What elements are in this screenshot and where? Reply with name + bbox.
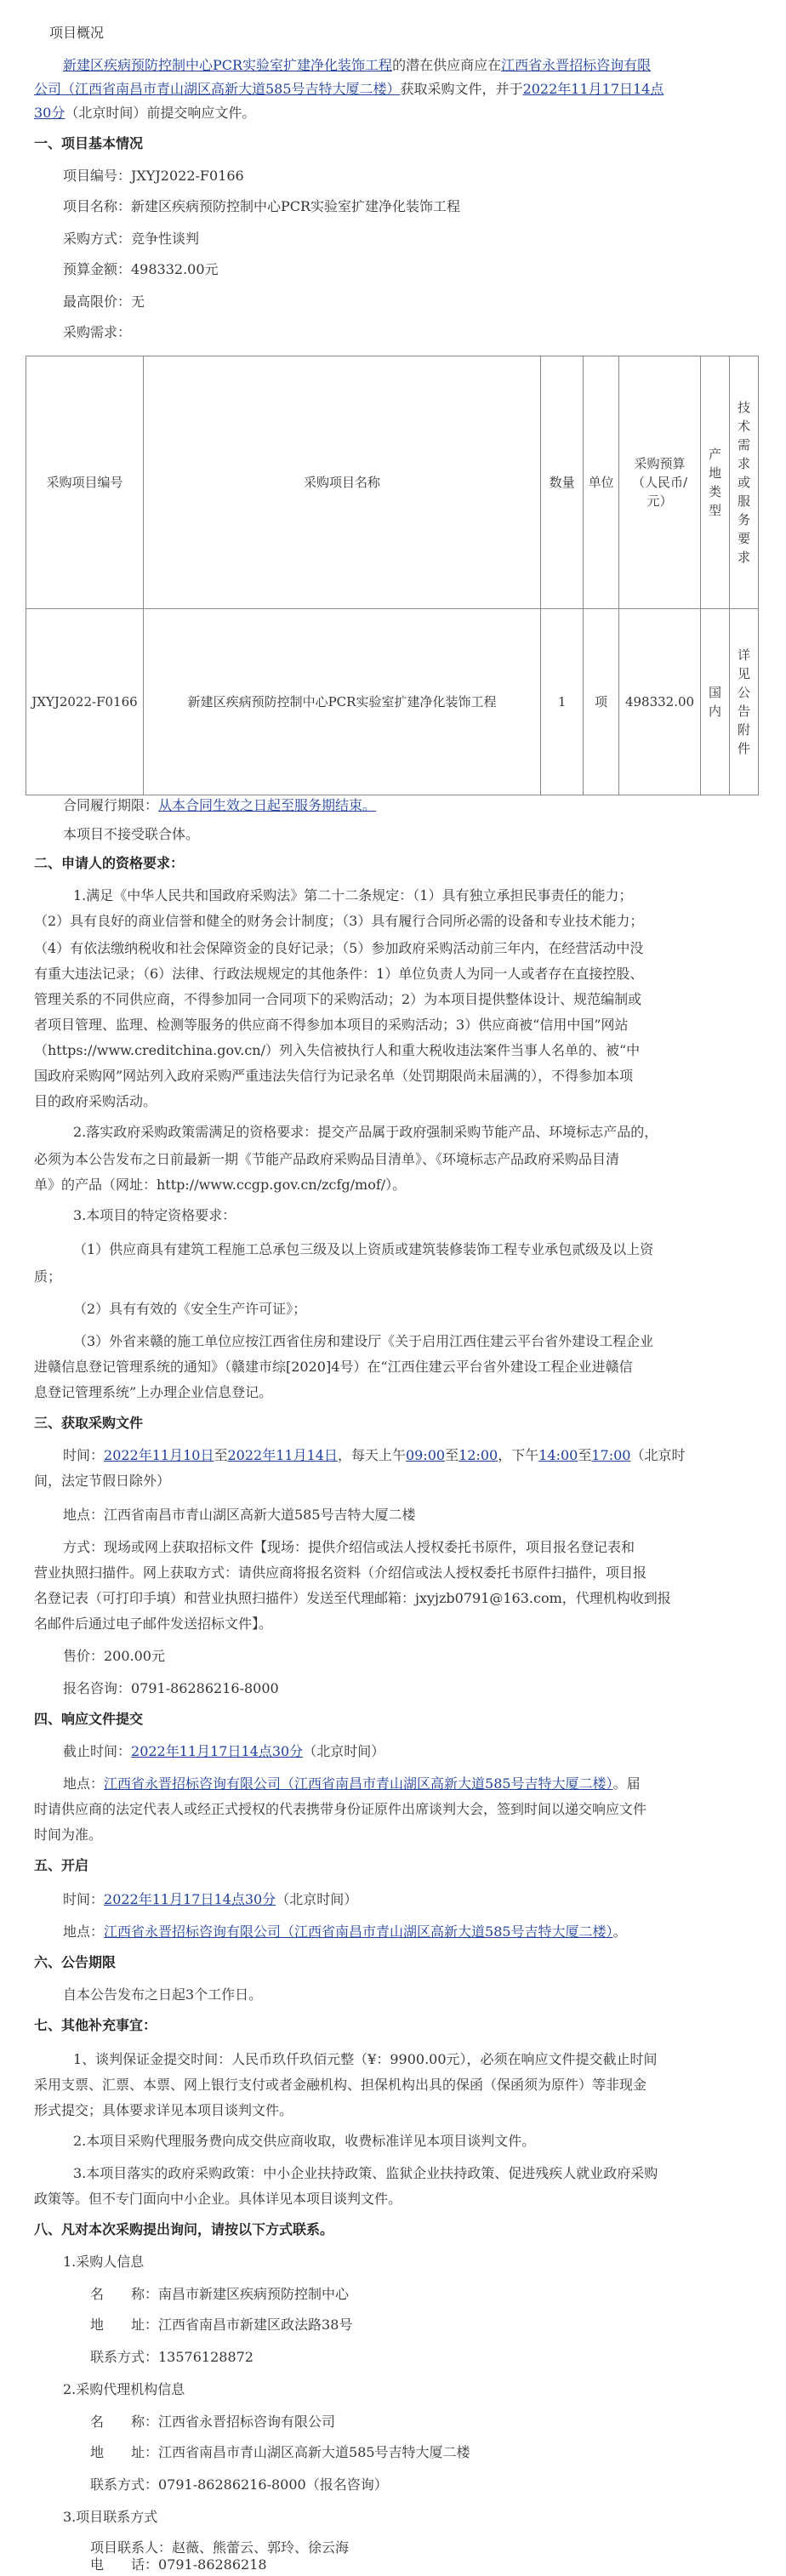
table-row <box>26 609 759 795</box>
qualification-line: （3）外省来赣的施工单位应按江西省住房和建设厅《关于启用江西住建云平台省外建设工程企业 <box>73 1333 654 1349</box>
contract-period: 合同履行期限：从本合同生效之日起至服务期结束。 <box>63 797 377 813</box>
procurement-method: 采购方式：竞争性谈判 <box>63 231 200 247</box>
section-3-title: 三、获取采购文件 <box>34 1415 144 1431</box>
qualification-line: （1）供应商具有建筑工程施工总承包三级及以上资质或建筑装修装饰工程专业承包贰级及以上资 <box>73 1241 654 1257</box>
qualification-line: 有重大违法记录；（6）法律、行政法规规定的其他条件：1）单位负责人为同一人或者存在直接控股、 <box>34 966 644 982</box>
overview-line-2: 公司（江西省南昌市青山湖区高新大道585号吉特大厦二楼）获取采购文件，并于2022年11月17日14点 <box>34 81 664 97</box>
acquisition-method: 营业执照扫描件。网上获取方式：请供应商将报名资料（介绍信或法人授权委托书原件扫描件，项目报 <box>34 1564 647 1581</box>
qualification-line: 国政府采购网”网站列入政府采购严重违法失信行为记录名单（处罚期限尚未届满的），不得参加本项 <box>34 1068 634 1084</box>
opening-place: 地点：江西省永晋招标咨询有限公司（江西省南昌市青山湖区高新大道585号吉特大厦二楼）。 <box>63 1923 627 1940</box>
cell-unit: 项 <box>584 609 619 795</box>
no-consortium: 本项目不接受联合体。 <box>63 826 200 842</box>
max-price: 最高限价：无 <box>63 294 145 310</box>
supplement-line: 3.本项目落实的政府采购政策：中小企业扶持政策、监狱企业扶持政策、促进残疾人就业政府采购 <box>73 2165 658 2181</box>
qualification-line: （2）具有良好的商业信誉和健全的财务会计制度；（3）具有履行合同所必需的设备和专业技术能力； <box>34 913 644 929</box>
deadline-link: 2022年11月17日14点 <box>522 81 664 97</box>
acquisition-method: 方式：现场或网上获取招标文件【现场：提供介绍信或法人授权委托书原件，项目报名登记表和 <box>63 1539 635 1555</box>
project-contact-people: 项目联系人：赵薇、熊蕾云、郭玲、徐云海 <box>90 2539 350 2556</box>
header-name: 采购项目名称 <box>143 356 540 609</box>
acquisition-method: 名邮件后通过电子邮件发送招标文件】。 <box>34 1616 273 1632</box>
deadline-minutes: 30分 <box>34 105 66 121</box>
announcement-period: 自本公告发布之日起3个工作日。 <box>63 1986 263 2003</box>
cell-requirements: 详见公告附件 <box>729 609 758 795</box>
submission-place: 地点：江西省永晋招标咨询有限公司（江西省南昌市青山湖区高新大道585号吉特大厦二楼）。届 <box>63 1775 641 1792</box>
qualification-line: 2.落实政府采购政策需满足的资格要求：提交产品属于政府强制采购节能产品、环境标志产品的， <box>73 1124 658 1140</box>
submission-deadline: 截止时间：2022年11月17日14点30分（北京时间） <box>63 1743 385 1759</box>
purchaser-info-title: 1.采购人信息 <box>63 2254 145 2270</box>
section-8-title: 八、凡对本次采购提出询问，请按以下方式联系。 <box>34 2221 334 2237</box>
opening-time: 时间：2022年11月17日14点30分（北京时间） <box>63 1891 358 1907</box>
acquisition-time-cont: 间，法定节假日除外） <box>34 1473 171 1489</box>
project-contact-phone: 电 话：0791-86286218 <box>90 2556 267 2573</box>
overview-line-3: 30分（北京时间）前提交响应文件。 <box>34 105 256 121</box>
qualification-line: 进赣信息登记管理系统的通知》（赣建市综[2020]4号）在“江西住建云平台省外建设工程企业进赣信 <box>34 1359 633 1375</box>
supplement-line: 1、谈判保证金提交时间：人民币玖仟玖佰元整（¥：9900.00元），必须在响应文件提交截止时间 <box>73 2051 658 2067</box>
qualification-line: 者项目管理、监理、检测等服务的供应商不得参加本项目的采购活动；3）供应商被“信用中国”网站 <box>34 1017 629 1033</box>
acquisition-method: 名登记表（可打印手填）和营业执照扫描件）发送至代理邮箱：jxyjzb0791@163.com，代理机构收到报 <box>34 1590 671 1606</box>
acquisition-time: 时间：2022年11月10日至2022年11月14日，每天上午09:00至12:00，下午14:00至17:00（北京时 <box>63 1447 686 1463</box>
qualification-line: 必须为本公告发布之日前最新一期《节能产品政府采购品目清单》、《环境标志产品政府采购品目清 <box>34 1151 620 1167</box>
agency-address-link: 公司（江西省南昌市青山湖区高新大道585号吉特大厦二楼） <box>34 81 401 97</box>
agency-contact: 联系方式：0791-86286216-8000（报名咨询） <box>90 2476 388 2493</box>
procurement-table <box>26 356 759 795</box>
section-5-title: 五、开启 <box>34 1857 89 1873</box>
qualification-line: （2）具有有效的《安全生产许可证》； <box>73 1301 307 1317</box>
project-number: 项目编号：JXYJ2022-F0166 <box>63 168 244 184</box>
header-requirements: 技术需求或服务要求 <box>729 356 758 609</box>
overview-line-1: 新建区疾病预防控制中心PCR实验室扩建净化装饰工程的潜在供应商应在江西省永晋招标咨询有限 <box>63 57 652 73</box>
purchaser-contact: 联系方式：13576128872 <box>90 2349 253 2365</box>
supplement-line: 2.本项目采购代理服务费向成交供应商收取，收费标准详见本项目谈判文件。 <box>73 2133 536 2149</box>
registration-consult: 报名咨询：0791-86286216-8000 <box>63 1680 279 1696</box>
cell-budget: 498332.00 <box>619 609 701 795</box>
document-price: 售价：200.00元 <box>63 1648 165 1664</box>
section-2-title: 二、申请人的资格要求： <box>34 855 185 871</box>
section-1-title: 一、项目基本情况 <box>34 135 144 151</box>
qualification-line: （https://www.creditchina.gov.cn/）列入失信被执行人和重大税收违法案件当事人名单的、被“中 <box>34 1042 641 1058</box>
header-origin: 产地类型 <box>701 356 730 609</box>
submission-place-cont: 时间为准。 <box>34 1827 103 1843</box>
qualification-line: 单》的产品（网址：http://www.ccgp.gov.cn/zcfg/mof/）。 <box>34 1177 407 1193</box>
agency-name: 名 称：江西省永晋招标咨询有限公司 <box>90 2414 336 2430</box>
agency-name-link: 江西省永晋招标咨询有限 <box>501 57 652 73</box>
section-7-title: 七、其他补充事宜： <box>34 2017 157 2033</box>
project-contact-title: 3.项目联系方式 <box>63 2509 158 2525</box>
section-4-title: 四、响应文件提交 <box>34 1711 144 1727</box>
supplement-line: 采用支票、汇票、本票、网上银行支付或者金融机构、担保机构出具的保函（保函须为原件）等非现金 <box>34 2077 647 2093</box>
submission-place-cont: 时请供应商的法定代表人或经正式授权的代表携带身份证原件出席谈判大会，签到时间以递交响应文件 <box>34 1801 647 1817</box>
agency-address: 地 址：江西省南昌市青山湖区高新大道585号吉特大厦二楼 <box>90 2444 470 2460</box>
qualification-line: 管理关系的不同供应商，不得参加同一合同项下的采购活动；2）为本项目提供整体设计、规范编制或 <box>34 991 642 1007</box>
cell-origin: 国内 <box>701 609 730 795</box>
supplement-line: 政策等。但不专门面向中小企业。具体详见本项目谈判文件。 <box>34 2191 402 2207</box>
qualification-line: （4）有依法缴纳税收和社会保障资金的良好记录；（5）参加政府采购活动前三年内，在经营活动中没 <box>34 940 644 956</box>
purchaser-name: 名 称：南昌市新建区疾病预防控制中心 <box>90 2286 350 2302</box>
qualification-line: 3.本项目的特定资格要求： <box>73 1207 236 1223</box>
project-name-link: 新建区疾病预防控制中心PCR实验室扩建净化装饰工程 <box>63 57 393 73</box>
table-header-row <box>26 356 759 609</box>
supplement-line: 形式提交；具体要求详见本项目谈判文件。 <box>34 2102 293 2118</box>
budget-amount: 预算金额：498332.00元 <box>63 261 219 277</box>
header-code: 采购项目编号 <box>26 356 144 609</box>
header-budget: 采购预算 （人民币/ 元） <box>619 356 701 609</box>
acquisition-place: 地点：江西省南昌市青山湖区高新大道585号吉特大厦二楼 <box>63 1507 416 1523</box>
header-unit: 单位 <box>584 356 619 609</box>
section-6-title: 六、公告期限 <box>34 1954 117 1970</box>
project-name: 项目名称：新建区疾病预防控制中心PCR实验室扩建净化装饰工程 <box>63 198 461 214</box>
agency-info-title: 2.采购代理机构信息 <box>63 2381 185 2397</box>
header-qty: 数量 <box>541 356 584 609</box>
qualification-line: 质； <box>34 1268 62 1285</box>
overview-heading: 项目概况 <box>49 25 105 41</box>
qualification-line: 目的政府采购活动。 <box>34 1093 157 1109</box>
qualification-line: 息登记管理系统”上办理企业信息登记。 <box>34 1384 273 1400</box>
qualification-line: 1.满足《中华人民共和国政府采购法》第二十二条规定：（1）具有独立承担民事责任的能力； <box>73 887 633 903</box>
purchaser-address: 地 址：江西省南昌市新建区政法路38号 <box>90 2317 353 2333</box>
procurement-requirements-label: 采购需求： <box>63 324 132 340</box>
cell-qty: 1 <box>541 609 584 795</box>
cell-code: JXYJ2022-F0166 <box>26 609 144 795</box>
cell-name: 新建区疾病预防控制中心PCR实验室扩建净化装饰工程 <box>143 609 540 795</box>
